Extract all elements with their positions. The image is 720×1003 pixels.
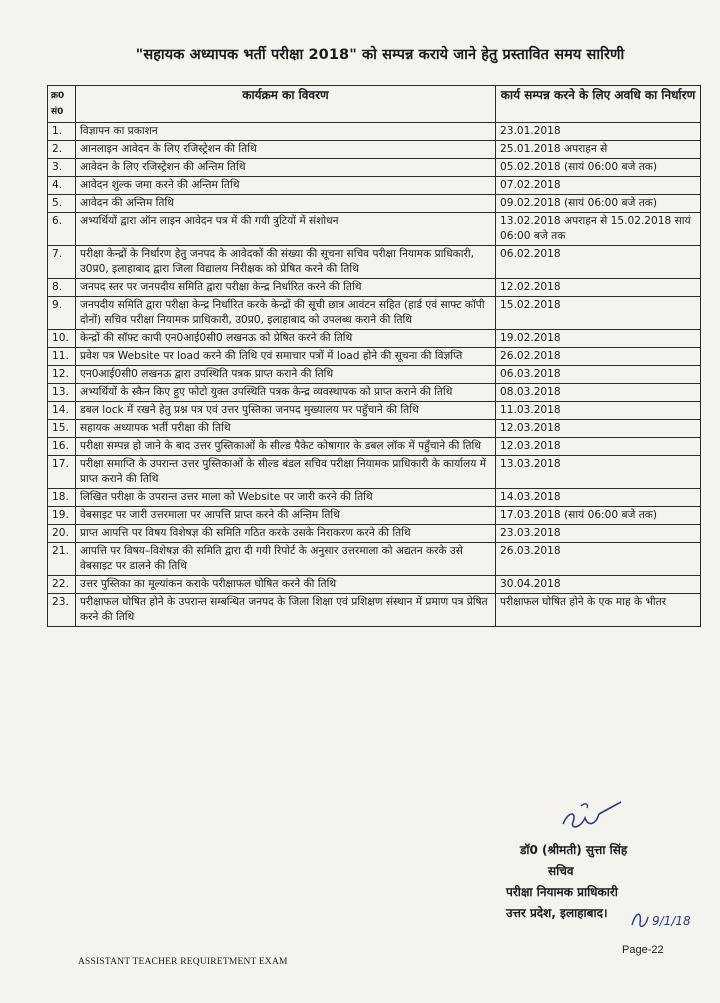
- table-row: [48, 525, 701, 543]
- date-cell: 06.03.2018: [496, 366, 701, 384]
- table-row: [48, 195, 701, 213]
- table-row: [48, 489, 701, 507]
- description-cell: आवेदन के लिए रजिस्ट्रेशन की अन्तिम तिथि: [76, 159, 496, 177]
- serial-cell: 4.: [48, 177, 76, 195]
- signatory-place: उत्तर प्रदेश, इलाहाबाद।: [506, 906, 608, 920]
- serial-cell: 3.: [48, 159, 76, 177]
- serial-cell: 18.: [48, 489, 76, 507]
- schedule-table: [47, 85, 701, 627]
- header-serial: क्र0 सं0: [48, 86, 76, 123]
- serial-cell: 13.: [48, 384, 76, 402]
- table-row: [48, 384, 701, 402]
- date-cell: 25.01.2018 अपराहन से: [496, 141, 701, 159]
- date-cell: 07.02.2018: [496, 177, 701, 195]
- date-cell: 14.03.2018: [496, 489, 701, 507]
- serial-cell: 12.: [48, 366, 76, 384]
- serial-cell: 1.: [48, 123, 76, 141]
- table-row: [48, 507, 701, 525]
- table-row: [48, 141, 701, 159]
- date-cell: 13.03.2018: [496, 456, 701, 489]
- serial-cell: 2.: [48, 141, 76, 159]
- serial-cell: 8.: [48, 279, 76, 297]
- date-cell: 19.02.2018: [496, 330, 701, 348]
- date-cell: 09.02.2018 (सायं 06:00 बजे तक): [496, 195, 701, 213]
- table-row: [48, 159, 701, 177]
- table-row: [48, 279, 701, 297]
- table-header-row: [48, 86, 701, 123]
- date-cell: 15.02.2018: [496, 297, 701, 330]
- footer-text: ASSISTANT TEACHER REQUIRETMENT EXAM: [78, 957, 288, 967]
- table-row: [48, 594, 701, 627]
- description-cell: सहायक अध्यापक भर्ती परीक्षा की तिथि: [76, 420, 496, 438]
- description-cell: लिखित परीक्षा के उपरान्त उत्तर माला को Website पर जारी करने की तिथि: [76, 489, 496, 507]
- date-cell: 06.02.2018: [496, 246, 701, 279]
- description-cell: जनपद स्तर पर जनपदीय समिति द्वारा परीक्षा केन्द्र निर्धारित करने की तिथि: [76, 279, 496, 297]
- date-cell: परीक्षाफल घोषित होने के एक माह के भीतर: [496, 594, 701, 627]
- serial-cell: 22.: [48, 576, 76, 594]
- serial-cell: 5.: [48, 195, 76, 213]
- description-cell: प्रवेश पत्र Website पर load करने की तिथि एवं समाचार पत्रों में load होने की सूचना की विज्ञप्ति: [76, 348, 496, 366]
- table-row: [48, 123, 701, 141]
- date-cell: 12.03.2018: [496, 438, 701, 456]
- description-cell: एन0आई0सी0 लखनऊ द्वारा उपस्थिति पत्रक प्राप्त कराने की तिथि: [76, 366, 496, 384]
- description-cell: परीक्षा सम्पन्न हो जाने के बाद उत्तर पुस्तिकाओं के सील्ड पैकेट कोषागार के डबल लॉक में पहुँचाने की तिथि: [76, 438, 496, 456]
- table-row: [48, 213, 701, 246]
- description-cell: केन्द्रों की सॉफ्ट कापी एन0आई0सी0 लखनऊ को प्रेषित करने की तिथि: [76, 330, 496, 348]
- description-cell: आवेदन की अन्तिम तिथि: [76, 195, 496, 213]
- header-date: कार्य सम्पन्न करने के लिए अवधि का निर्धारण: [496, 86, 701, 123]
- page-number: Page-22: [622, 944, 664, 956]
- table-row: [48, 297, 701, 330]
- serial-cell: 21.: [48, 543, 76, 576]
- table-row: [48, 330, 701, 348]
- handwritten-initials-date: [628, 905, 698, 935]
- description-cell: आनलाइन आवेदन के लिए रजिस्ट्रेशन की तिथि: [76, 141, 496, 159]
- date-cell: 13.02.2018 अपराहन से 15.02.2018 सायं 06:00 बजे तक: [496, 213, 701, 246]
- signatory-office: परीक्षा नियामक प्राधिकारी: [506, 885, 618, 899]
- date-cell: 23.03.2018: [496, 525, 701, 543]
- table-row: [48, 456, 701, 489]
- date-cell: 23.01.2018: [496, 123, 701, 141]
- signature-mark: [555, 800, 625, 840]
- description-cell: अभ्यर्थियों द्वारा ऑन लाइन आवेदन पत्र में की गयी त्रुटियों में संशोधन: [76, 213, 496, 246]
- table-row: [48, 402, 701, 420]
- table-row: [48, 438, 701, 456]
- description-cell: अभ्यर्थियों के स्कैन किए हुए फोटो युक्त उपस्थिति पत्रक केन्द्र व्यवस्थापक को प्राप्त कराने की तिथि: [76, 384, 496, 402]
- schedule-rows: [48, 123, 701, 627]
- table-row: [48, 576, 701, 594]
- description-cell: डबल lock में रखने हेतु प्रश्न पत्र एवं उत्तर पुस्तिका जनपद मुख्यालय पर पहुँचाने की तिथि: [76, 402, 496, 420]
- serial-cell: 20.: [48, 525, 76, 543]
- date-cell: 12.02.2018: [496, 279, 701, 297]
- table-row: [48, 348, 701, 366]
- date-cell: 17.03.2018 (सायं 06:00 बजे तक): [496, 507, 701, 525]
- description-cell: प्राप्त आपत्ति पर विषय विशेषज्ञ की समिति गठित करके उसके निराकरण करने की तिथि: [76, 525, 496, 543]
- table-row: [48, 246, 701, 279]
- table-row: [48, 366, 701, 384]
- table-row: [48, 543, 701, 576]
- table-row: [48, 420, 701, 438]
- date-cell: 08.03.2018: [496, 384, 701, 402]
- serial-cell: 9.: [48, 297, 76, 330]
- serial-cell: 17.: [48, 456, 76, 489]
- date-cell: 26.02.2018: [496, 348, 701, 366]
- description-cell: आवेदन शुल्क जमा करने की अन्तिम तिथि: [76, 177, 496, 195]
- serial-cell: 10.: [48, 330, 76, 348]
- serial-cell: 15.: [48, 420, 76, 438]
- description-cell: परीक्षाफल घोषित होने के उपरान्त सम्बन्धित जनपद के जिला शिक्षा एवं प्रशिक्षण संस्थान में प्रमाण पत्र प्रेषित करने की तिथि: [76, 594, 496, 627]
- date-cell: 11.03.2018: [496, 402, 701, 420]
- header-description: कार्यक्रम का विवरण: [76, 86, 496, 123]
- description-cell: परीक्षा केन्द्रों के निर्धारण हेतु जनपद के आवेदकों की संख्या की सूचना सचिव परीक्षा नियामक प्राधिकारी, उ0प्र0, इलाहाबाद द्वारा जिला विद्यालय निरीक्षक को प्रेषित करने की तिथि: [76, 246, 496, 279]
- serial-cell: 19.: [48, 507, 76, 525]
- serial-cell: 11.: [48, 348, 76, 366]
- description-cell: परीक्षा समाप्ति के उपरान्त उत्तर पुस्तिकाओं के सील्ड बंडल सचिव परीक्षा नियामक प्राधिकारी के कार्यालय में प्राप्त कराने की तिथि: [76, 456, 496, 489]
- description-cell: उत्तर पुस्तिका का मूल्यांकन कराके परीक्षाफल घोषित करने की तिथि: [76, 576, 496, 594]
- table-row: [48, 177, 701, 195]
- description-cell: विज्ञापन का प्रकाशन: [76, 123, 496, 141]
- description-cell: वेबसाइट पर जारी उत्तरमाला पर आपत्ति प्राप्त करने की अन्तिम तिथि: [76, 507, 496, 525]
- serial-cell: 14.: [48, 402, 76, 420]
- serial-cell: 23.: [48, 594, 76, 627]
- date-cell: 30.04.2018: [496, 576, 701, 594]
- date-cell: 05.02.2018 (सायं 06:00 बजे तक): [496, 159, 701, 177]
- description-cell: जनपदीय समिति द्वारा परीक्षा केन्द्र निर्धारित करके केन्द्रों की सूची छात्र आवंटन सहित (हार्ड एवं साफ्ट कॉपी दोनों) सचिव परीक्षा नियामक प्राधिकारी, उ0प्र0, इलाहाबाद को उपलब्ध कराने की तिथि: [76, 297, 496, 330]
- svg-text:9/1/18: 9/1/18: [652, 914, 691, 928]
- signatory-name: डॉ0 (श्रीमती) सुत्ता सिंह: [520, 843, 628, 857]
- date-cell: 12.03.2018: [496, 420, 701, 438]
- serial-cell: 7.: [48, 246, 76, 279]
- signatory-designation: सचिव: [548, 864, 574, 878]
- serial-cell: 6.: [48, 213, 76, 246]
- date-cell: 26.03.2018: [496, 543, 701, 576]
- serial-cell: 16.: [48, 438, 76, 456]
- description-cell: आपत्ति पर विषय–विशेषज्ञ की समिति द्वारा दी गयी रिपोर्ट के अनुसार उत्तरमाला को अद्यतन करके उसे वेबसाइट पर डालने की तिथि: [76, 543, 496, 576]
- document-title: "सहायक अध्यापक भर्ती परीक्षा 2018" को सम्पन्न कराये जाने हेतु प्रस्तावित समय सारिणी: [135, 47, 625, 63]
